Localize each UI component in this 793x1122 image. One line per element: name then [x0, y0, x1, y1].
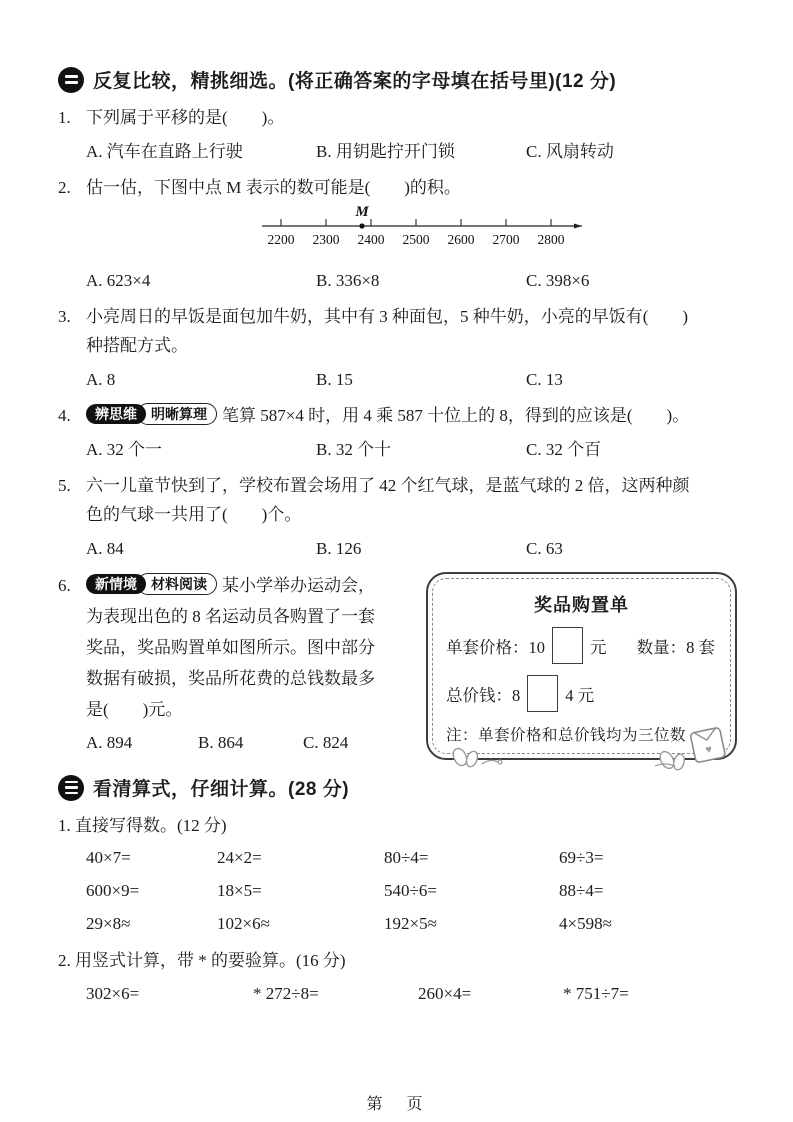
- math-expression: 302×6=: [86, 984, 140, 1003]
- badge-material-reading: 材料阅读: [137, 573, 217, 595]
- question-6-text-line2: 为表现出色的 8 名运动员各购置了一套: [86, 607, 375, 626]
- subquestion-2-title: 2. 用竖式计算，带 * 的要验算。(16 分): [58, 951, 346, 970]
- unit-price-unit: 元: [590, 637, 607, 657]
- option-a: A. 8: [86, 370, 116, 389]
- prize-purchase-list-box: [426, 572, 737, 760]
- math-expression: 4×598≈: [559, 914, 612, 933]
- section-choice-title: 反复比较，精挑细选。(将正确答案的字母填在括号里)(12 分): [93, 71, 617, 92]
- prize-box-title: 奖品购置单: [534, 595, 629, 615]
- prize-box-note: 注：单套价格和总价钱均为三位数: [446, 727, 687, 744]
- question-3-number: 3.: [58, 307, 71, 326]
- subquestion-1-title: 1. 直接写得数。(12 分): [58, 816, 227, 835]
- question-4: [58, 401, 737, 430]
- point-m-dot: [359, 223, 364, 228]
- question-6-text-line3: 奖品，奖品购置单如图所示。图中部分: [86, 638, 375, 657]
- question-6-row: [58, 570, 737, 760]
- doodle-envelope-heart-icon: [653, 720, 733, 772]
- math-expression: 192×5≈: [384, 914, 437, 933]
- question-4-options: [58, 435, 737, 464]
- vertical-calc-row: [58, 978, 737, 1010]
- damaged-digit-box: [552, 627, 583, 664]
- question-5: [58, 471, 737, 529]
- question-5-text-line2: 色的气球一共用了( )个。: [86, 505, 302, 524]
- math-expression: 18×5=: [217, 881, 262, 900]
- question-3-text-line2: 种搭配方式。: [86, 336, 188, 355]
- question-1-text: 下列属于平移的是( )。: [86, 108, 285, 127]
- prize-row-total-price: [446, 675, 717, 712]
- math-expression: * 272÷8=: [253, 984, 319, 1003]
- question-5-number: 5.: [58, 476, 71, 495]
- question-2-number: 2.: [58, 178, 71, 197]
- question-2-text: 估一估，下图中点 M 表示的数可能是( )的积。: [86, 178, 461, 197]
- tick-label: 2800: [537, 232, 565, 247]
- question-4-text: 笔算 587×4 时，用 4 乘 587 十位上的 8，得到的应该是( )。: [222, 406, 690, 425]
- math-expression: 40×7=: [86, 848, 131, 867]
- section-calc-title: 看清算式，仔细计算。(28 分): [93, 779, 350, 800]
- tick-label: 2500: [402, 232, 430, 247]
- option-c: C. 398×6: [526, 271, 590, 290]
- arrow-right-icon: [574, 224, 582, 229]
- math-expression: 80÷4=: [384, 848, 429, 867]
- math-expression: 88÷4=: [559, 881, 604, 900]
- section-two-icon: [58, 67, 84, 93]
- tick-label: 2400: [357, 232, 385, 247]
- option-a: A. 623×4: [86, 271, 151, 290]
- number-line-figure: [254, 204, 737, 261]
- question-4-number: 4.: [58, 406, 71, 425]
- question-3-options: [58, 365, 737, 394]
- option-c: C. 824: [303, 733, 349, 752]
- option-b: B. 864: [198, 733, 244, 752]
- option-c: C. 风扇转动: [526, 142, 614, 161]
- question-2-options: [58, 266, 737, 295]
- unit-price-label: 单套价格：10: [446, 637, 545, 657]
- svg-text:♥: ♥: [704, 743, 714, 757]
- question-6-text-line5: 是( )元。: [86, 700, 183, 719]
- question-1-number: 1.: [58, 108, 71, 127]
- mental-math-row-2: [58, 874, 737, 907]
- math-expression: 540÷6=: [384, 881, 437, 900]
- total-price-label: 总价钱：8: [446, 685, 521, 705]
- option-b: B. 用钥匙拧开门锁: [316, 142, 455, 161]
- damaged-digit-box: [527, 675, 558, 712]
- option-b: B. 32 个十: [316, 440, 392, 459]
- mental-math-row-1: [58, 841, 737, 874]
- prize-row-unit-price: [446, 627, 717, 664]
- option-c: C. 32 个百: [526, 440, 602, 459]
- section-three-icon: [58, 775, 84, 801]
- tick-label: 2300: [312, 232, 340, 247]
- math-expression: 24×2=: [217, 848, 262, 867]
- tick-label: 2700: [492, 232, 520, 247]
- badge-reasoning: 明晰算理: [137, 403, 217, 425]
- question-5-text-line1: 六一儿童节快到了，学校布置会场用了 42 个红气球，是蓝气球的 2 倍，这两种颜: [86, 476, 690, 495]
- number-line: [254, 204, 590, 256]
- question-5-options: [58, 534, 737, 563]
- question-6: [58, 570, 426, 760]
- math-expression: 29×8≈: [86, 914, 131, 933]
- question-2: [58, 173, 737, 202]
- question-6-number: 6.: [58, 576, 71, 595]
- tick-label: 2200: [267, 232, 295, 247]
- question-3: [58, 302, 737, 360]
- option-c: C. 63: [526, 539, 563, 558]
- option-a: A. 84: [86, 539, 124, 558]
- question-6-text-line4: 数据有破损，奖品所花费的总钱数最多: [86, 669, 375, 688]
- point-m-label: M: [355, 204, 369, 220]
- math-expression: 600×9=: [86, 881, 140, 900]
- doodle-leaves-left-icon: [448, 744, 518, 770]
- question-6-text-line1: 某小学举办运动会，: [222, 576, 375, 595]
- option-b: B. 15: [316, 370, 353, 389]
- question-1: [58, 103, 737, 132]
- option-c: C. 13: [526, 370, 563, 389]
- question-3-text-line1: 小亮周日的早饭是面包加牛奶，其中有 3 种面包，5 种牛奶，小亮的早饭有( ): [86, 307, 689, 326]
- mental-math-row-3: [58, 907, 737, 940]
- question-1-options: [58, 137, 737, 166]
- option-a: A. 894: [86, 733, 133, 752]
- option-a: A. 32 个一: [86, 440, 163, 459]
- section-calc-header: [58, 774, 737, 801]
- math-expression: 260×4=: [418, 984, 472, 1003]
- tick-label: 2600: [447, 232, 475, 247]
- option-b: B. 336×8: [316, 271, 380, 290]
- badge-new-context: 新情境: [86, 574, 146, 594]
- section-calculation: [58, 774, 737, 1010]
- math-expression: 102×6≈: [217, 914, 270, 933]
- math-expression: * 751÷7=: [563, 984, 629, 1003]
- option-b: B. 126: [316, 539, 362, 558]
- section-choice-header: [58, 66, 737, 93]
- page-footer: 第 页: [366, 1096, 427, 1113]
- math-expression: 69÷3=: [559, 848, 604, 867]
- option-a: A. 汽车在直路上行驶: [86, 142, 243, 161]
- quantity-label: 数量：8 套: [636, 637, 715, 657]
- total-price-suffix: 4 元: [565, 685, 595, 705]
- question-6-options: [58, 727, 426, 758]
- badge-thinking: 辨思维: [86, 404, 146, 424]
